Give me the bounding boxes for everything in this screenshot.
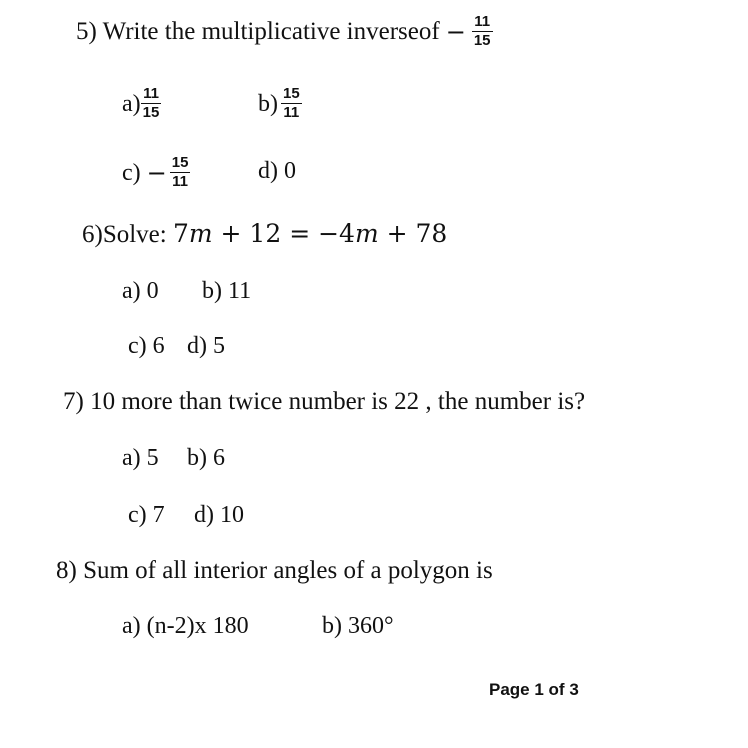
- q6-option-b[interactable]: [202, 277, 251, 305]
- page-prefix: Page: [489, 680, 535, 699]
- q5-option-d[interactable]: [258, 157, 296, 185]
- fraction-denominator: 11: [283, 104, 300, 121]
- option-text: b) 360°: [322, 613, 394, 639]
- q7-option-b[interactable]: [187, 444, 225, 472]
- q8-option-a[interactable]: [122, 612, 249, 640]
- question-5-prompt: 5) Write the multiplicative inverseof: [76, 17, 440, 45]
- lhs-coefficient: 7: [172, 219, 189, 248]
- fraction-numerator: 11: [474, 13, 491, 30]
- option-text: b) 6: [187, 445, 225, 471]
- q6-option-a[interactable]: [122, 277, 159, 305]
- q7-option-c[interactable]: [128, 501, 165, 529]
- equation: [173, 219, 447, 248]
- option-text: d) 5: [187, 333, 225, 359]
- option-fraction: [281, 86, 302, 121]
- option-text: d) 0: [258, 158, 296, 184]
- question-7-prompt: 7) 10 more than twice number is 22 , the number is?: [63, 388, 586, 415]
- question-6: [82, 219, 447, 250]
- fraction-denominator: 15: [142, 104, 160, 121]
- q5-option-b[interactable]: [258, 86, 302, 121]
- variable: m: [354, 219, 379, 248]
- fraction-numerator: 15: [283, 85, 300, 102]
- option-text: b) 11: [202, 278, 252, 304]
- option-fraction: [170, 155, 191, 190]
- option-text: d) 10: [194, 502, 244, 528]
- option-label: c): [122, 159, 141, 186]
- page-middle: of: [543, 680, 570, 699]
- fraction-numerator: 11: [143, 85, 159, 102]
- q7-option-a[interactable]: [122, 444, 159, 472]
- q6-option-c[interactable]: [128, 332, 165, 360]
- option-text: c) 7: [128, 502, 165, 528]
- q5-option-c[interactable]: [122, 155, 190, 190]
- option-text: a) 0: [122, 278, 159, 304]
- fraction-denominator: 11: [172, 173, 189, 190]
- rhs-coefficient: −4: [318, 219, 355, 248]
- q6-option-d[interactable]: [187, 332, 225, 360]
- fraction-denominator: 15: [473, 32, 491, 49]
- q7-option-d[interactable]: [194, 501, 244, 529]
- rhs-rest: + 78: [378, 219, 448, 248]
- minus-sign: −: [445, 17, 466, 46]
- q8-option-b[interactable]: [322, 612, 394, 640]
- question-7: [63, 387, 585, 417]
- lhs-rest: + 12 =: [212, 219, 319, 248]
- option-fraction: [141, 86, 162, 121]
- option-text: a) (n-2)x 180: [122, 613, 249, 639]
- current-page: 1: [534, 680, 544, 699]
- total-pages: 3: [569, 680, 579, 699]
- question-8-prompt: 8) Sum of all interior angles of a polygon is: [56, 557, 493, 584]
- question-6-prefix: 6)Solve:: [82, 221, 173, 248]
- option-label: a): [122, 90, 141, 117]
- question-5: [76, 14, 493, 49]
- question-8: [56, 556, 493, 586]
- option-text: a) 5: [122, 445, 159, 471]
- option-label: b): [258, 90, 278, 117]
- fraction-numerator: 15: [171, 154, 189, 171]
- q5-option-a[interactable]: [122, 86, 161, 121]
- option-text: c) 6: [128, 333, 165, 359]
- question-5-fraction: [472, 14, 493, 49]
- page-indicator: [489, 680, 579, 700]
- variable: m: [188, 219, 213, 248]
- minus-sign: −: [146, 158, 167, 187]
